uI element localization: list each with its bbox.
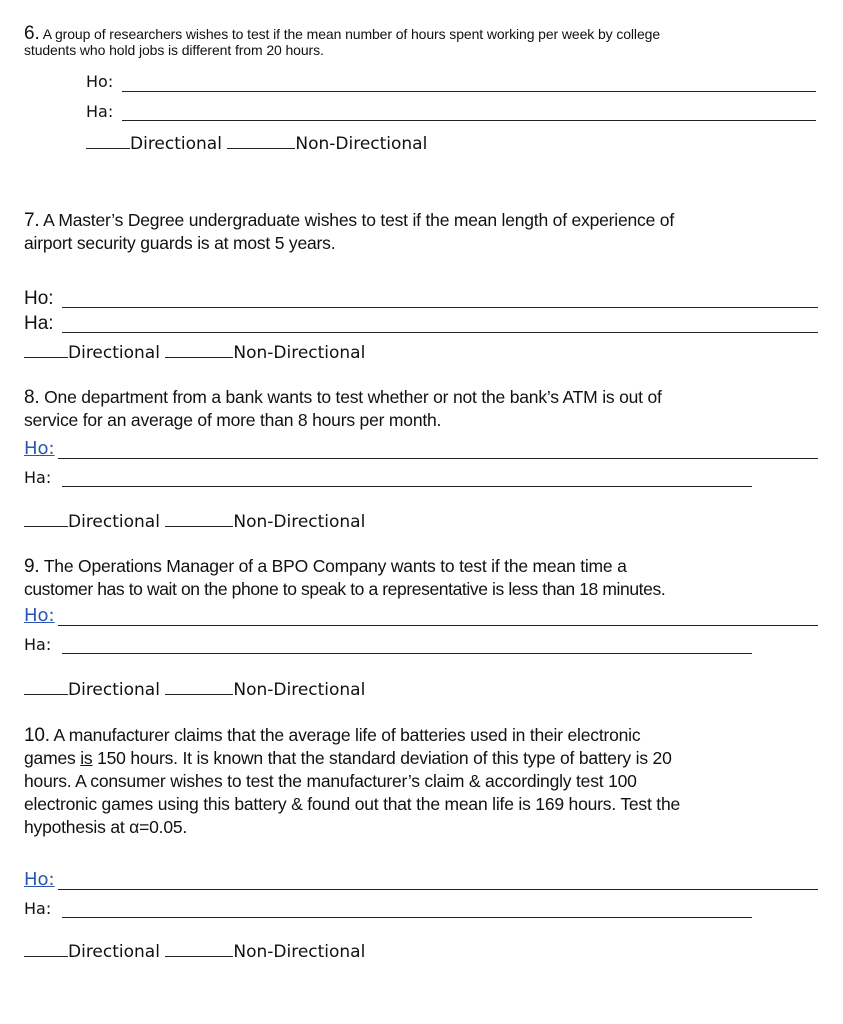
ha-label: Ha: [86,102,114,121]
directional-label: Directional [130,134,222,154]
question-text: games [24,748,81,768]
question-text: A group of researchers wishes to test if the mean number of hours spent working per week by college [42,26,661,42]
ha-answer-line[interactable] [62,332,818,333]
directional-label: Directional [68,942,160,962]
question-8 [24,386,824,432]
question-text: electronic games using this battery & found out that the mean life is 169 hours. Test the [24,794,681,814]
ha-answer-line[interactable] [62,917,752,918]
directional-label: Directional [68,343,160,363]
non-directional-label: Non-Directional [233,942,366,962]
ho-answer-line[interactable] [62,307,818,308]
ho-answer-line[interactable] [58,625,818,626]
ha-label: Ha: [24,635,52,654]
directional-blank[interactable] [24,941,68,957]
ha-answer-line[interactable] [62,486,752,487]
directional-options [24,941,365,962]
ha-label: Ha: [24,468,52,487]
directional-label: Directional [68,680,160,700]
non-directional-label: Non-Directional [295,134,428,154]
question-9 [24,555,824,601]
directional-blank[interactable] [86,133,130,149]
directional-blank[interactable] [24,511,68,527]
question-number: 6. [24,23,40,44]
non-directional-label: Non-Directional [233,343,366,363]
ho-label: Ho: [24,438,55,459]
question-text: A Master’s Degree undergraduate wishes to test if the mean length of experience of [43,210,674,230]
ho-label: Ho: [24,605,55,626]
question-text: customer has to wait on the phone to speak to a representative is less than 18 minutes. [24,579,666,599]
question-7 [24,209,824,255]
directional-label: Directional [68,512,160,532]
question-text: service for an average of more than 8 hours per month. [24,410,442,430]
ho-answer-line[interactable] [58,458,818,459]
ha-label: Ha: [24,313,54,334]
non-directional-blank[interactable] [165,679,233,695]
directional-blank[interactable] [24,679,68,695]
question-text: 150 hours. It is known that the standard deviation of this type of battery is 20 [92,748,672,768]
question-10 [24,724,824,839]
non-directional-blank[interactable] [165,511,233,527]
non-directional-blank[interactable] [165,941,233,957]
question-6 [24,23,824,58]
question-text: hypothesis at α=0.05. [24,817,188,837]
non-directional-blank[interactable] [227,133,295,149]
non-directional-blank[interactable] [165,342,233,358]
ha-answer-line[interactable] [62,653,752,654]
ho-answer-line[interactable] [122,91,816,92]
question-text: A manufacturer claims that the average life of batteries used in their electronic [53,725,641,745]
ha-label: Ha: [24,899,52,918]
directional-blank[interactable] [24,342,68,358]
non-directional-label: Non-Directional [233,512,366,532]
question-number: 10. [24,725,50,746]
non-directional-label: Non-Directional [233,680,366,700]
question-text: One department from a bank wants to test whether or not the bank’s ATM is out of [44,387,662,407]
ho-answer-line[interactable] [58,889,818,890]
question-number: 7. [24,210,40,231]
directional-options [24,342,365,363]
directional-options [24,679,365,700]
question-text: airport security guards is at most 5 years. [24,233,336,253]
question-text: students who hold jobs is different from 20 hours. [24,42,324,58]
directional-options [24,511,365,532]
ho-label: Ho: [86,72,114,91]
question-number: 9. [24,556,40,577]
underlined-word: is [80,748,93,768]
ho-label: Ho: [24,288,54,309]
ha-answer-line[interactable] [122,120,816,121]
question-text: hours. A consumer wishes to test the manufacturer’s claim & accordingly test 100 [24,771,637,791]
ho-label: Ho: [24,869,55,890]
question-number: 8. [24,387,40,408]
directional-options [86,133,427,154]
question-text: The Operations Manager of a BPO Company wants to test if the mean time a [43,556,627,576]
